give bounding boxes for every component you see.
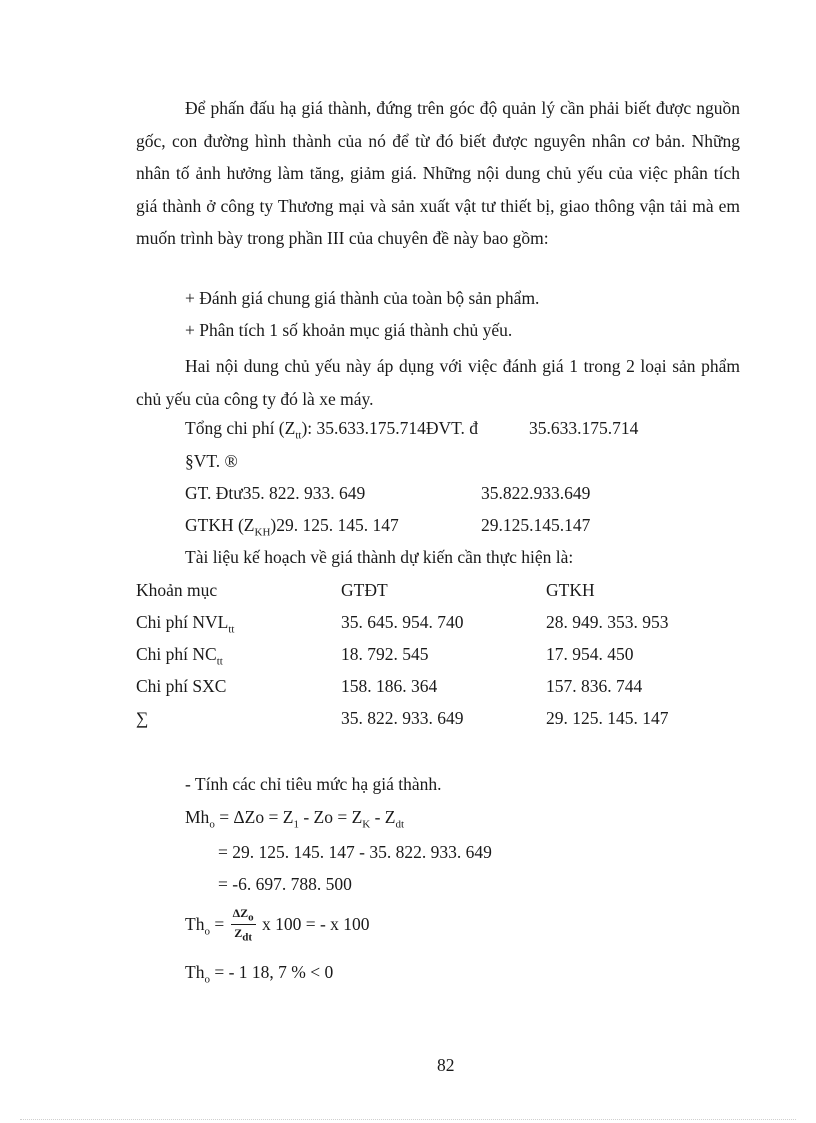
- table-row-label: Chi phí $NVL_{tt}$: [136, 612, 235, 636]
- table-header-item: Khoản mục: [136, 580, 218, 600]
- gt-investment-value: 35.822.933.649: [481, 483, 591, 503]
- scope-paragraph: Hai nội dung chủ yếu này áp dụng với việc đánh giá 1 trong 2 loại sản phẩm chủ yếu của công ty đó là xe máy.: [136, 356, 740, 409]
- table-header-gtdt: GTĐT: [341, 580, 388, 600]
- table-total-gtdt: 35. 822. 933. 649: [341, 708, 464, 728]
- table-row-gtkh: 157. 836. 744: [546, 676, 643, 696]
- table-row-gtkh: 28. 949. 353. 953: [546, 612, 669, 632]
- table-row-gtdt: 35. 645. 954. 740: [341, 612, 464, 632]
- plan-intro: Tài liệu kế hoạch về giá thành dự kiến cần thực hiện là:: [185, 547, 574, 567]
- mh-formula: $Mh_o = \Delta Zo = Z_1 - Zo = Z_K - Z_{dt}$: [185, 807, 405, 831]
- gtkh-value: 29.125.145.147: [481, 515, 591, 535]
- table-total-label: ∑: [136, 708, 149, 728]
- bullet-cost-items-analysis: + Phân tích 1 số khoản mục giá thành chủ yếu.: [185, 320, 513, 340]
- table-row-gtkh: 17. 954. 450: [546, 644, 634, 664]
- table-row-label: Chi phí $NC_{tt}$: [136, 644, 223, 668]
- bullet-overall-evaluation: + Đánh giá chung giá thành của toàn bộ sản phẩm.: [185, 288, 540, 308]
- total-cost-value: 35.633.175.714: [529, 418, 639, 438]
- mh-result: = -6. 697. 788. 500: [218, 874, 352, 894]
- gtkh-line: GTKH $(Z_{KH})29$. 125. 145. 147: [185, 515, 399, 539]
- th-fraction: $\frac{\Delta Z_o}{Z_{dt}}$: [232, 906, 254, 944]
- table-row-gtdt: 158. 186. 364: [341, 676, 438, 696]
- th-result: $Th_o$ = - 1 18, 7 % < 0: [185, 962, 334, 986]
- intro-paragraph: Để phấn đấu hạ giá thành, đứng trên góc độ quản lý cần phải biết được nguồn gốc, con đường hình thành của nó để từ đó biết được nguyên nhân cơ bản. Những nhân tố ảnh hưởng làm tăng, giảm giá. Những nội dung chủ yếu của việc phân tích giá thành ở công ty Thương mại và sản xuất vật tư thiết bị, giao thông vận tải mà em muốn trình bày trong phần III của chuyên đề này bao gồm:: [136, 98, 740, 248]
- unit-line: §VT. ®: [185, 451, 238, 471]
- mh-substitution: = 29. 125. 145. 147 - 35. 822. 933. 649: [218, 842, 492, 862]
- th-formula: $Th_o$ = $\frac{\Delta Z_o}{Z_{dt}}$ x 100 = - x 100: [185, 906, 370, 944]
- table-row-label: Chi phí SXC: [136, 676, 227, 696]
- calc-heading: - Tính các chỉ tiêu mức hạ giá thành.: [185, 774, 442, 794]
- page-number: 82: [437, 1055, 455, 1075]
- table-row-gtdt: 18. 792. 545: [341, 644, 429, 664]
- footer-dotted-divider: [20, 1119, 796, 1120]
- table-header-gtkh: GTKH: [546, 580, 595, 600]
- table-total-gtkh: 29. 125. 145. 147: [546, 708, 669, 728]
- total-cost-line: Tổng chi phí $(Z_{tt})$: 35.633.175.714ĐVT. đ: [185, 418, 479, 442]
- gt-investment-line: GT. Đtư35. 822. 933. 649: [185, 483, 366, 503]
